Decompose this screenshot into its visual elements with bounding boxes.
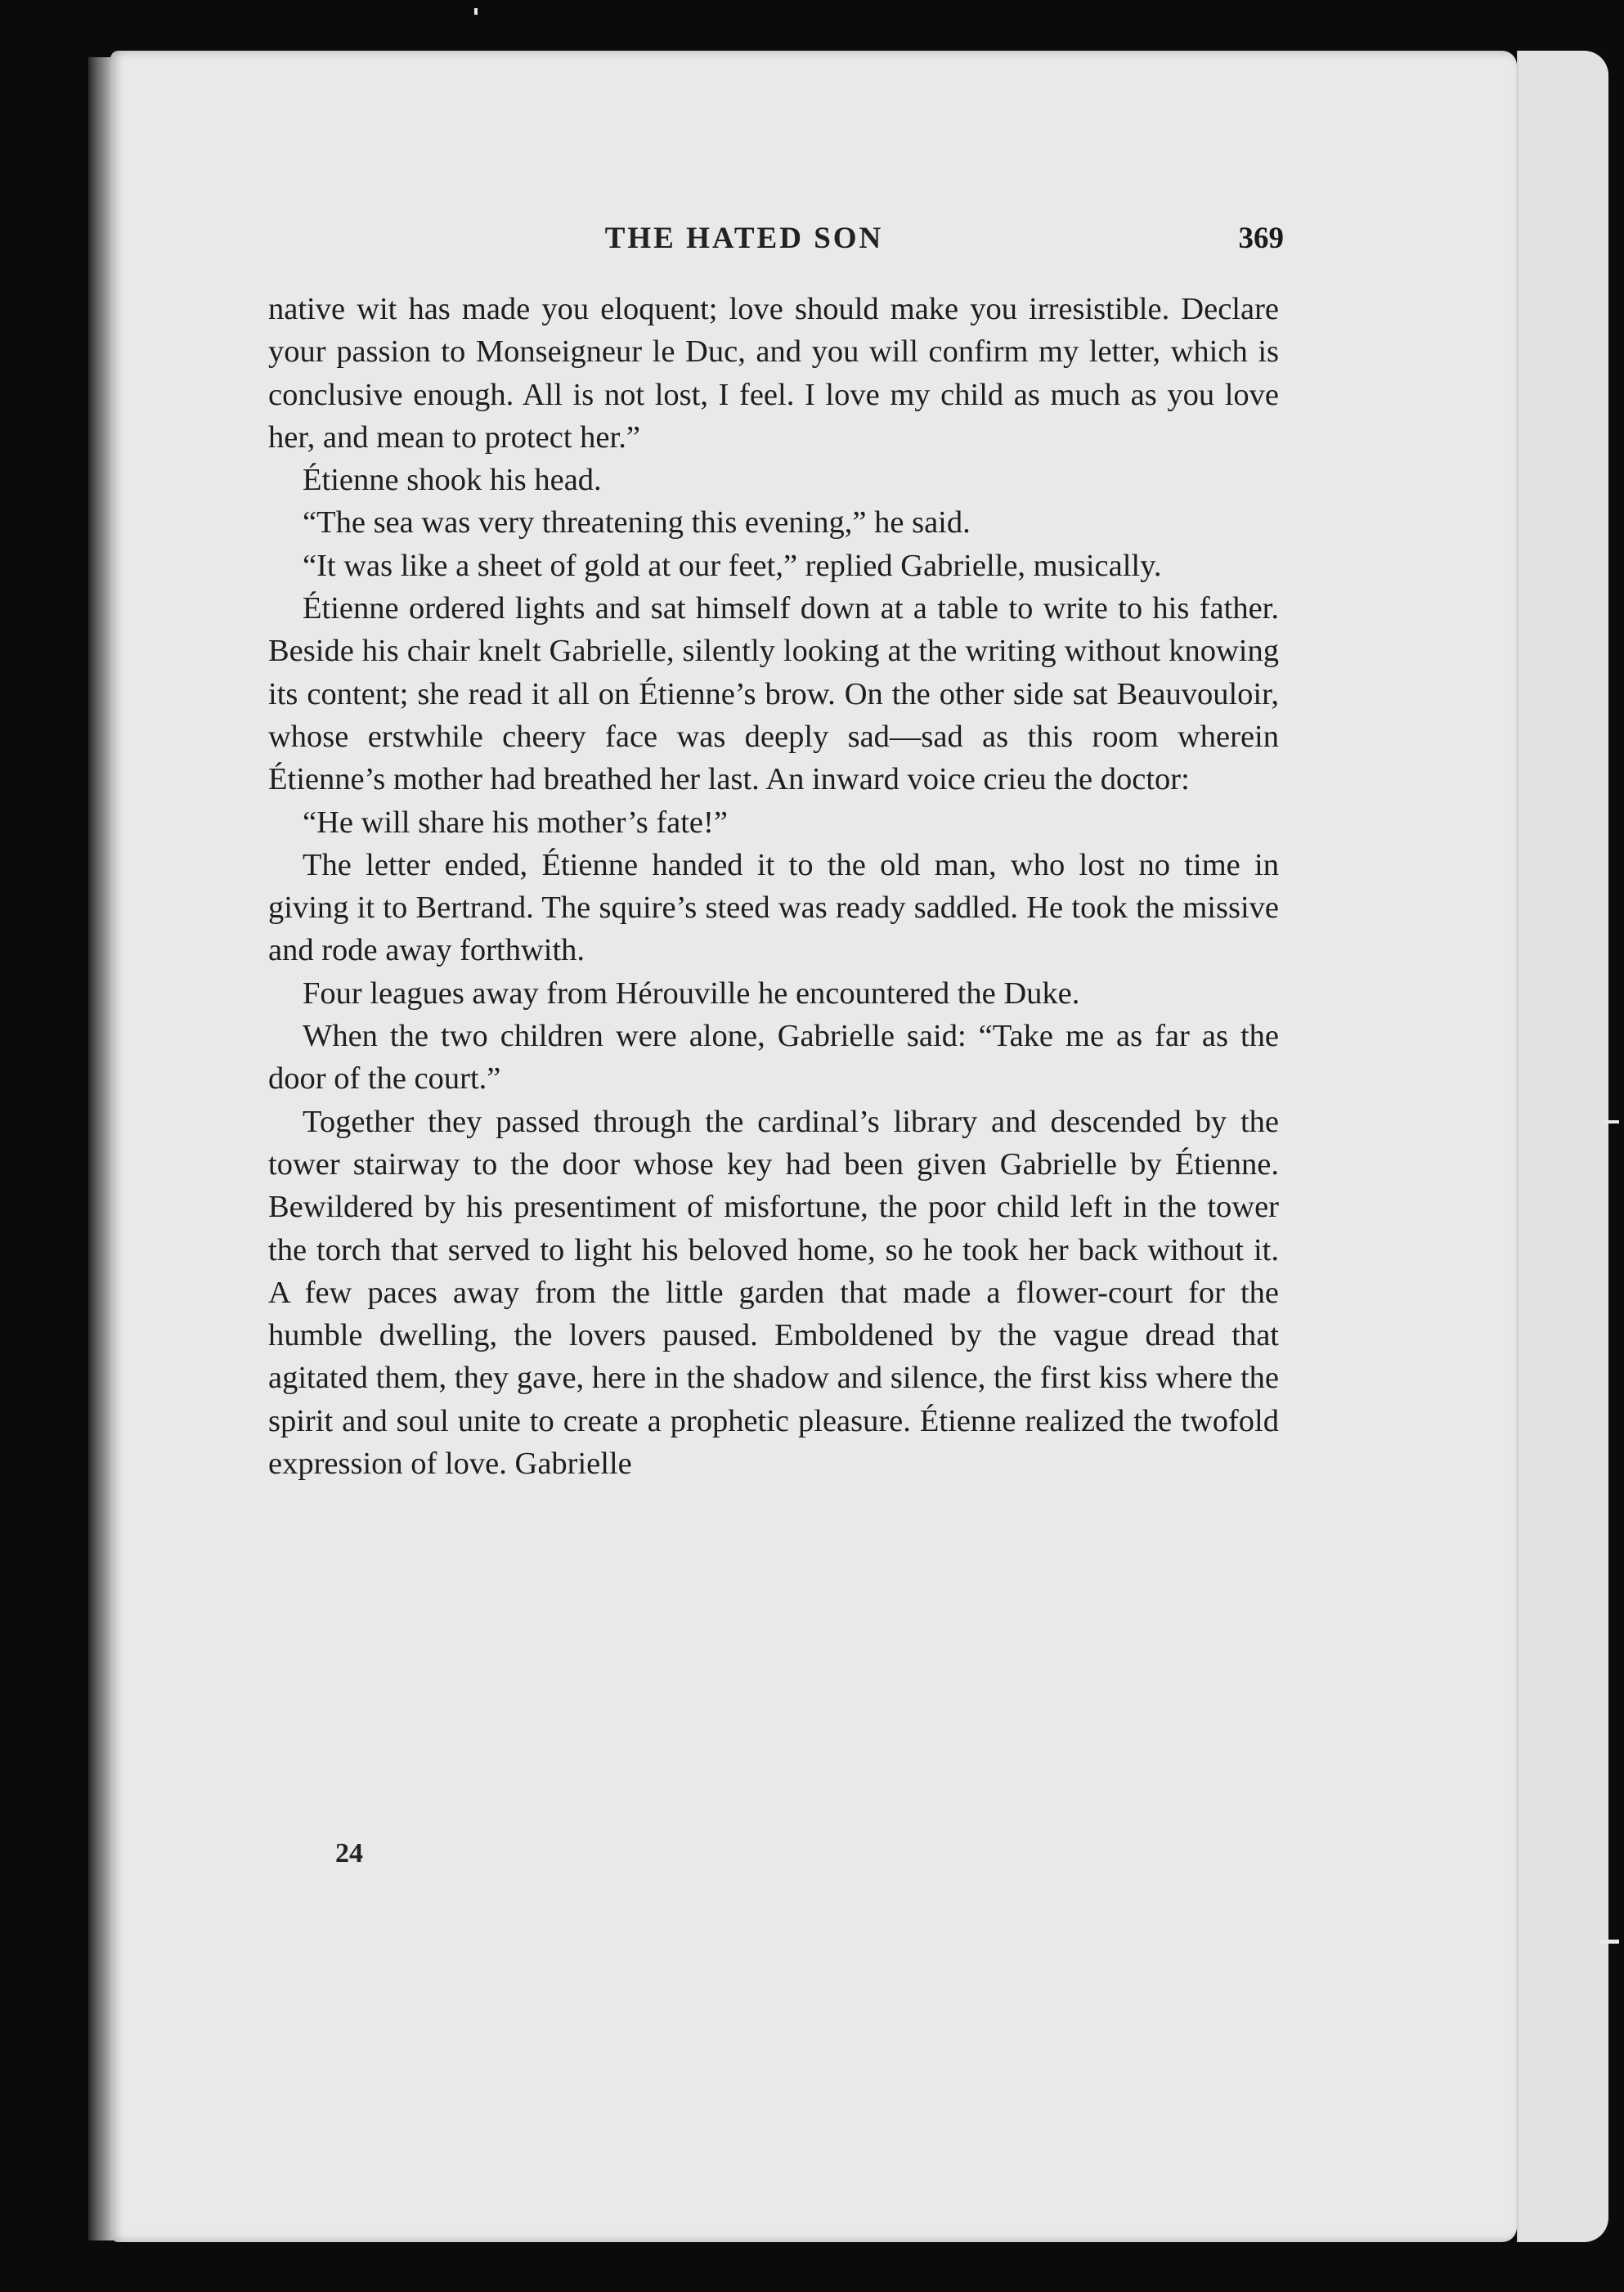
signature-mark: 24 [335, 1838, 363, 1868]
paragraph: The letter ended, Étienne handed it to the old man, who lost no time in giving it to Bertrand. The squire’s steed was ready saddled. He took the missive and rode away forthwith. [268, 847, 1279, 968]
scan-speck [1601, 1940, 1619, 1944]
paragraph: Étienne ordered lights and sat himself down at a table to write to his father. Beside his chair knelt Gabrielle, silently looking at the writing without knowing its content; she read it all on Étienne’s brow. On the other side sat Beauvouloir, whose erstwhile cheery face was deeply sad—sad as this room wherein Étienne’s mother had breathed her last. An inward voice crieu the doctor: [268, 591, 1279, 797]
paragraph: “He will share his mother’s fate!” [303, 805, 728, 840]
running-head [270, 221, 1284, 270]
book-spine-shadow [88, 57, 113, 2240]
paragraph: Four leagues away from Hérouville he encountered the Duke. [303, 976, 1080, 1011]
page-number: 369 [1238, 222, 1284, 255]
paragraph: “The sea was very threatening this evening,” he said. [303, 505, 971, 540]
body-text [268, 288, 1279, 1485]
paragraph: When the two children were alone, Gabrielle said: “Take me as far as the door of the court.” [268, 1019, 1279, 1097]
paragraph: native wit has made you eloquent; love should make you irresistible. Declare your passion to Monseigneur le Duc, and you will confirm my letter, which is conclusive enough. All is not lost, I feel. I love my child as much as you love her, and mean to protect her.” [268, 292, 1279, 455]
paragraph: “It was like a sheet of gold at our feet,” replied Gabrielle, musically. [303, 548, 1162, 583]
paragraph: Together they passed through the cardinal’s library and descended by the tower stairway to the door whose key had been given Gabrielle by Étienne. Bewildered by his presentiment of misfortune, the poor child left in the tower the torch that served to light his beloved home, so he took her back without it. A few paces away from the little garden that made a flower-court for the humble dwelling, the lovers paused. Emboldened by the vague dread that agitated them, they gave, here in the shadow and silence, the first kiss where the spirit and soul unite to create a prophetic pleasure. Étienne realized the twofold expression of love. Gabrielle [268, 1104, 1279, 1482]
scan-speck [474, 8, 478, 15]
page-edge [1517, 51, 1608, 2242]
running-title: THE HATED SON [604, 222, 884, 255]
paragraph: Étienne shook his head. [303, 463, 602, 498]
scan-speck [1604, 1120, 1619, 1124]
